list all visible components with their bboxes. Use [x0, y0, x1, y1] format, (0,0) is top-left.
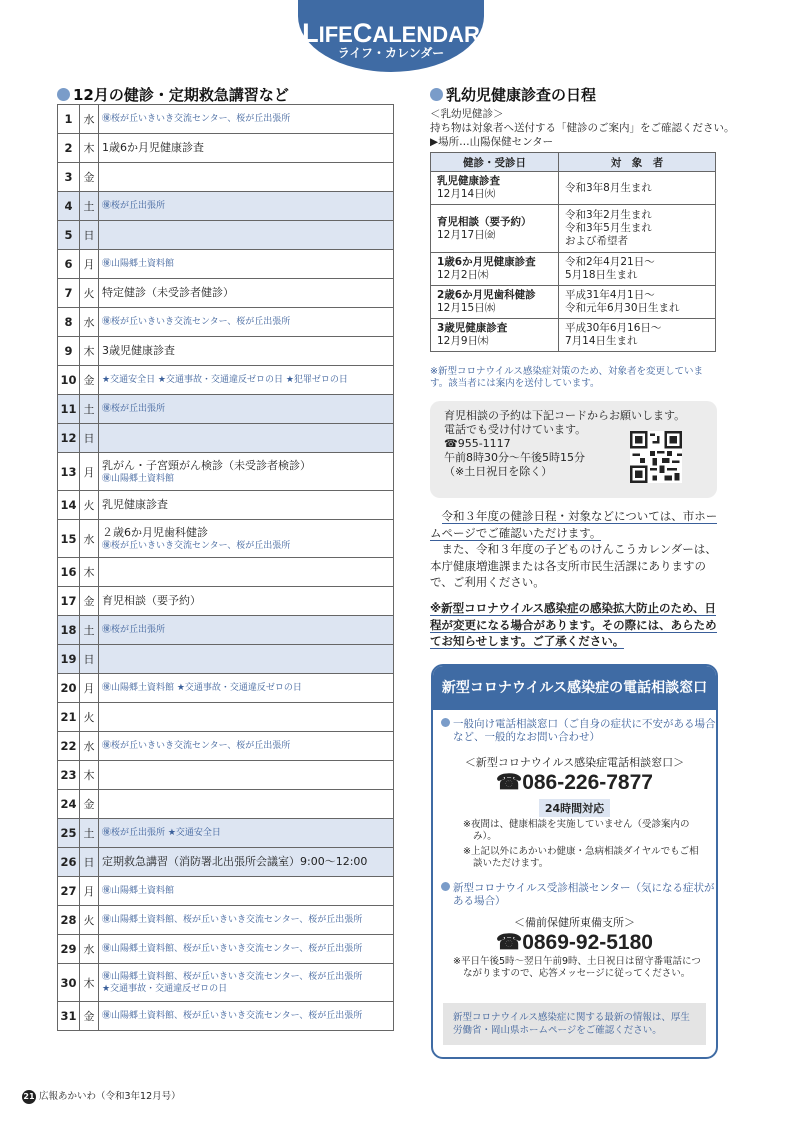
- calendar-title: 12月の健診・定期救急講習など: [57, 84, 289, 105]
- calendar-events: [99, 163, 394, 192]
- calendar-day: 10: [58, 366, 80, 395]
- calendar-row: [58, 616, 394, 645]
- schedule-checkup: [431, 253, 559, 286]
- calendar-day: 22: [58, 732, 80, 761]
- checkup-date: 12月17日㈮: [437, 228, 496, 241]
- checkup-schedule-table: [430, 152, 716, 352]
- calendar-event: 育児相談（要予約）: [102, 594, 201, 607]
- calendar-row: [58, 221, 394, 250]
- checkup-date: 12月2日㈭: [437, 269, 489, 281]
- calendar-weekday: 金: [80, 1002, 99, 1031]
- schedule-location: ▶場所…山陽保健センター: [430, 136, 554, 148]
- schedule-row: [431, 205, 716, 253]
- calendar-events: [99, 1002, 394, 1031]
- schedule-target: [559, 286, 716, 319]
- target-line: 令和2年4月21日～: [565, 256, 655, 268]
- calendar-event: 乳児健康診査: [102, 498, 168, 511]
- event-calendar-table: [57, 104, 394, 1031]
- calendar-events: [99, 395, 394, 424]
- calendar-day: 23: [58, 761, 80, 790]
- calendar-weekday: 日: [80, 424, 99, 453]
- calendar-weekday: 水: [80, 105, 99, 134]
- calendar-weekday: 木: [80, 964, 99, 1002]
- calendar-row: [58, 308, 394, 337]
- calendar-events: [99, 587, 394, 616]
- calendar-day: 7: [58, 279, 80, 308]
- calendar-row: [58, 279, 394, 308]
- calendar-events: [99, 279, 394, 308]
- calendar-weekday: 金: [80, 587, 99, 616]
- calendar-weekday: 日: [80, 221, 99, 250]
- calendar-event: 3歳児健康診査: [102, 344, 175, 357]
- calendar-events: [99, 491, 394, 520]
- checkup-date: 12月14日㈫: [437, 188, 496, 200]
- calendar-event: ㊝桜が丘出張所: [102, 404, 166, 414]
- calendar-weekday: 土: [80, 192, 99, 221]
- calendar-day: 28: [58, 906, 80, 935]
- calendar-day: 6: [58, 250, 80, 279]
- info-paragraphs: [430, 508, 720, 591]
- schedule-target: [559, 172, 716, 205]
- calendar-events: [99, 645, 394, 674]
- hotline-phone[interactable]: ☎086-226-7877: [496, 771, 653, 794]
- calendar-events: [99, 877, 394, 906]
- calendar-weekday: 火: [80, 491, 99, 520]
- calendar-row: [58, 964, 394, 1002]
- calendar-weekday: 木: [80, 761, 99, 790]
- calendar-events: [99, 558, 394, 587]
- calendar-event: ㊝桜が丘出張所: [102, 201, 166, 211]
- schedule-target: [559, 319, 716, 352]
- calendar-weekday: 火: [80, 279, 99, 308]
- calendar-weekday: 木: [80, 337, 99, 366]
- schedule-checkup: [431, 205, 559, 253]
- calendar-day: 14: [58, 491, 80, 520]
- calendar-day: 27: [58, 877, 80, 906]
- center-name: ＜備前保健所東備支所＞: [514, 916, 635, 929]
- qr-code-icon[interactable]: [630, 431, 682, 483]
- schedule-row: [431, 172, 716, 205]
- calendar-day: 12: [58, 424, 80, 453]
- calendar-day: 19: [58, 645, 80, 674]
- calendar-event: ㊝桜が丘出張所 ★交通安全日: [102, 828, 221, 838]
- calendar-day: 16: [58, 558, 80, 587]
- calendar-weekday: 金: [80, 163, 99, 192]
- calendar-row: [58, 761, 394, 790]
- hours-tag-wrap: [433, 797, 716, 817]
- calendar-weekday: 木: [80, 558, 99, 587]
- calendar-row: [58, 491, 394, 520]
- schedule-row: [431, 253, 716, 286]
- calendar-events: [99, 848, 394, 877]
- schedule-note: ※新型コロナウイルス感染症対策のため、対象者を変更しています。該当者には案内を送付しています。: [430, 366, 704, 389]
- schedule-intro: [430, 107, 735, 149]
- page-number: 21: [22, 1090, 36, 1104]
- calendar-event: ㊝山陽郷土資料館、桜が丘いきいき交流センター、桜が丘出張所: [102, 1011, 363, 1021]
- calendar-event: ㊝山陽郷土資料館: [102, 473, 175, 484]
- booking-phone[interactable]: ☎955-1117: [444, 437, 511, 450]
- calendar-events: [99, 761, 394, 790]
- calendar-events: [99, 453, 394, 491]
- calendar-events: [99, 703, 394, 732]
- calendar-day: 25: [58, 819, 80, 848]
- bullet-dot-icon: [57, 88, 70, 101]
- calendar-events: [99, 221, 394, 250]
- calendar-day: 17: [58, 587, 80, 616]
- calendar-row: [58, 192, 394, 221]
- calendar-weekday: 金: [80, 790, 99, 819]
- calendar-events: [99, 906, 394, 935]
- schedule-row: [431, 286, 716, 319]
- covid-box-title: 新型コロナウイルス感染症の電話相談窓口: [433, 666, 716, 710]
- calendar-day: 9: [58, 337, 80, 366]
- hotline-subheading: 新型コロナウイルス受診相談センター（気になる症状がある場合）: [433, 882, 716, 908]
- calendar-weekday: 金: [80, 366, 99, 395]
- calendar-row: [58, 337, 394, 366]
- hotline-note: ※夜間は、健康相談を実施していません（受診案内のみ）。: [463, 819, 690, 842]
- calendar-row: [58, 395, 394, 424]
- calendar-weekday: 水: [80, 732, 99, 761]
- calendar-day: 21: [58, 703, 80, 732]
- calendar-event: 特定健診（未受診者健診）: [102, 286, 234, 299]
- calendar-weekday: 月: [80, 877, 99, 906]
- calendar-row: [58, 366, 394, 395]
- calendar-event: ㊝山陽郷土資料館、桜が丘いきいき交流センター、桜が丘出張所: [102, 944, 363, 954]
- calendar-event: ㊝山陽郷土資料館: [102, 886, 175, 896]
- calendar-row: [58, 935, 394, 964]
- calendar-weekday: 火: [80, 703, 99, 732]
- calendar-event: ㊝山陽郷土資料館、桜が丘いきいき交流センター、桜が丘出張所: [102, 971, 363, 982]
- calendar-events: [99, 520, 394, 558]
- calendar-row: [58, 906, 394, 935]
- calendar-weekday: 火: [80, 906, 99, 935]
- calendar-event: 乳がん・子宮頸がん検診（未受診者検診）: [102, 458, 311, 472]
- calendar-row: [58, 1002, 394, 1031]
- calendar-event: ㊝桜が丘いきいき交流センター、桜が丘出張所: [102, 114, 291, 124]
- target-line: 令和3年5月生まれ: [565, 222, 652, 234]
- calendar-row: [58, 558, 394, 587]
- schedule-checkup: [431, 319, 559, 352]
- calendar-row: [58, 105, 394, 134]
- calendar-row: [58, 163, 394, 192]
- calendar-weekday: 水: [80, 520, 99, 558]
- calendar-weekday: 日: [80, 848, 99, 877]
- calendar-row: [58, 453, 394, 491]
- calendar-row: [58, 587, 394, 616]
- calendar-events: [99, 250, 394, 279]
- calendar-day: 3: [58, 163, 80, 192]
- calendar-weekday: 土: [80, 395, 99, 424]
- calendar-row: [58, 674, 394, 703]
- calendar-events: [99, 134, 394, 163]
- schedule-checkup: [431, 172, 559, 205]
- booking-info-box: [430, 401, 717, 498]
- calendar-day: 8: [58, 308, 80, 337]
- calendar-events: [99, 732, 394, 761]
- target-line: 令和元年6月30日生まれ: [565, 302, 680, 314]
- center-phone[interactable]: ☎0869-92-5180: [496, 931, 653, 954]
- header-title: LIFECALENDAR: [302, 18, 480, 48]
- calendar-row: [58, 645, 394, 674]
- calendar-event: ㊝桜が丘いきいき交流センター、桜が丘出張所: [102, 741, 291, 751]
- column-header: 対 象 者: [559, 153, 716, 172]
- calendar-event: 1歳6か月児健康診査: [102, 141, 204, 154]
- calendar-day: 5: [58, 221, 80, 250]
- hotline-note: ※上記以外にあかいわ健康・急病相談ダイヤルでもご相談いただけます。: [463, 846, 699, 869]
- header-banner: [298, 0, 484, 72]
- info-text: また、令和３年度の子どものけんこうカレンダーは、本庁健康増進課または各支所市民生活課にありますので、ご利用ください。: [430, 542, 717, 589]
- target-line: 7月14日生まれ: [565, 335, 638, 347]
- checkup-name: 育児相談（要予約）: [437, 215, 532, 228]
- covid-footer-note: 新型コロナウイルス感染症に関する最新の情報は、厚生労働省・岡山県ホームページをご確認ください。: [443, 1003, 706, 1045]
- calendar-row: [58, 819, 394, 848]
- calendar-weekday: 月: [80, 250, 99, 279]
- calendar-row: [58, 877, 394, 906]
- bullet-dot-icon: [441, 882, 450, 891]
- calendar-day: 18: [58, 616, 80, 645]
- calendar-row: [58, 250, 394, 279]
- calendar-row: [58, 790, 394, 819]
- calendar-event: ★交通安全日 ★交通事故・交通違反ゼロの日 ★犯罪ゼロの日: [102, 375, 348, 385]
- schedule-title: 乳幼児健康診査の日程: [430, 84, 596, 105]
- calendar-events: [99, 337, 394, 366]
- target-line: 令和3年2月生まれ: [565, 209, 652, 221]
- column-header: 健診・受診日: [431, 153, 559, 172]
- page-footer: [22, 1088, 181, 1104]
- calendar-day: 26: [58, 848, 80, 877]
- calendar-events: [99, 366, 394, 395]
- covid-hotline-box: [431, 664, 718, 1059]
- checkup-date: 12月15日㈬: [437, 302, 496, 314]
- calendar-weekday: 土: [80, 819, 99, 848]
- calendar-day: 31: [58, 1002, 80, 1031]
- bullet-dot-icon: [430, 88, 443, 101]
- calendar-weekday: 木: [80, 134, 99, 163]
- calendar-events: [99, 192, 394, 221]
- calendar-event: ㊝桜が丘出張所: [102, 625, 166, 635]
- calendar-event: ★交通事故・交通違反ゼロの日: [102, 983, 228, 994]
- schedule-intro-heading: ＜乳幼児健診＞: [430, 108, 504, 120]
- calendar-row: [58, 134, 394, 163]
- checkup-name: 3歳児健康診査: [437, 322, 508, 334]
- bullet-dot-icon: [441, 718, 450, 727]
- center-note: ※平日午後5時～翌日午前9時、土日祝日は留守番電話につながりますので、応答メッセージに従ってください。: [453, 956, 701, 979]
- calendar-events: [99, 424, 394, 453]
- checkup-name: 1歳6か月児健康診査: [437, 256, 536, 268]
- publication-name: 広報あかいわ（令和3年12月号）: [39, 1091, 181, 1102]
- calendar-day: 13: [58, 453, 80, 491]
- hotline-subheading: 一般向け電話相談窓口（ご自身の症状に不安がある場合など、一般的なお問い合わせ）: [433, 718, 716, 744]
- info-link-text[interactable]: 令和３年度の健診日程・対象などについては、市ホームページでご確認いただけます。: [430, 509, 718, 540]
- booking-text: 育児相談の予約は下記コードからお願いします。: [444, 409, 686, 422]
- calendar-events: [99, 308, 394, 337]
- schedule-target: [559, 253, 716, 286]
- calendar-row: [58, 732, 394, 761]
- booking-hours: 午前8時30分～午後5時15分: [444, 451, 585, 464]
- calendar-day: 11: [58, 395, 80, 424]
- checkup-name: 2歳6か月児歯科健診: [437, 289, 536, 301]
- warning-text: ※新型コロナウイルス感染症の感染拡大防止のため、日程が変更になる場合があります。その際には、あらためてお知らせします。ご了承ください。: [430, 601, 717, 648]
- hotline-name: ＜新型コロナウイルス感染症電話相談窓口＞: [464, 756, 685, 769]
- calendar-events: [99, 964, 394, 1002]
- calendar-day: 29: [58, 935, 80, 964]
- calendar-events: [99, 819, 394, 848]
- calendar-day: 30: [58, 964, 80, 1002]
- calendar-row: [58, 424, 394, 453]
- calendar-events: [99, 616, 394, 645]
- calendar-event: 定期救急講習（消防署北出張所会議室）9:00～12:00: [102, 855, 368, 868]
- calendar-row: [58, 520, 394, 558]
- calendar-weekday: 日: [80, 645, 99, 674]
- target-line: 平成30年6月16日～: [565, 322, 662, 334]
- calendar-events: [99, 935, 394, 964]
- calendar-event: ㊝山陽郷土資料館、桜が丘いきいき交流センター、桜が丘出張所: [102, 915, 363, 925]
- calendar-day: 24: [58, 790, 80, 819]
- hours-tag: 24時間対応: [539, 799, 610, 817]
- schedule-intro-text: 持ち物は対象者へ送付する「健診のご案内」をご確認ください。: [430, 122, 735, 134]
- calendar-event: ㊝山陽郷土資料館 ★交通事故・交通違反ゼロの日: [102, 683, 302, 693]
- calendar-day: 15: [58, 520, 80, 558]
- calendar-weekday: 土: [80, 616, 99, 645]
- calendar-day: 20: [58, 674, 80, 703]
- calendar-day: 4: [58, 192, 80, 221]
- checkup-date: 12月9日㈭: [437, 335, 489, 347]
- header-subtitle: ライフ・カレンダー: [337, 46, 445, 60]
- checkup-name: 乳児健康診査: [437, 175, 500, 187]
- calendar-weekday: 月: [80, 674, 99, 703]
- calendar-weekday: 水: [80, 935, 99, 964]
- calendar-events: [99, 674, 394, 703]
- calendar-events: [99, 105, 394, 134]
- target-line: 令和3年8月生まれ: [565, 181, 652, 194]
- target-line: および希望者: [565, 235, 628, 247]
- calendar-event: ２歳6か月児歯科健診: [102, 525, 208, 539]
- calendar-row: [58, 848, 394, 877]
- target-line: 平成31年4月1日～: [565, 289, 655, 301]
- calendar-row: [58, 703, 394, 732]
- schedule-target: [559, 205, 716, 253]
- target-line: 5月18日生まれ: [565, 269, 638, 281]
- calendar-event: ㊝山陽郷土資料館: [102, 259, 175, 269]
- calendar-weekday: 水: [80, 308, 99, 337]
- calendar-day: 2: [58, 134, 80, 163]
- calendar-event: ㊝桜が丘いきいき交流センター、桜が丘出張所: [102, 317, 291, 327]
- booking-hours-note: （※土日祝日を除く）: [444, 465, 553, 478]
- booking-text: 電話でも受け付けています。: [444, 423, 587, 436]
- calendar-day: 1: [58, 105, 80, 134]
- calendar-weekday: 月: [80, 453, 99, 491]
- schedule-checkup: [431, 286, 559, 319]
- calendar-event: ㊝桜が丘いきいき交流センター、桜が丘出張所: [102, 540, 291, 551]
- schedule-row: [431, 319, 716, 352]
- calendar-events: [99, 790, 394, 819]
